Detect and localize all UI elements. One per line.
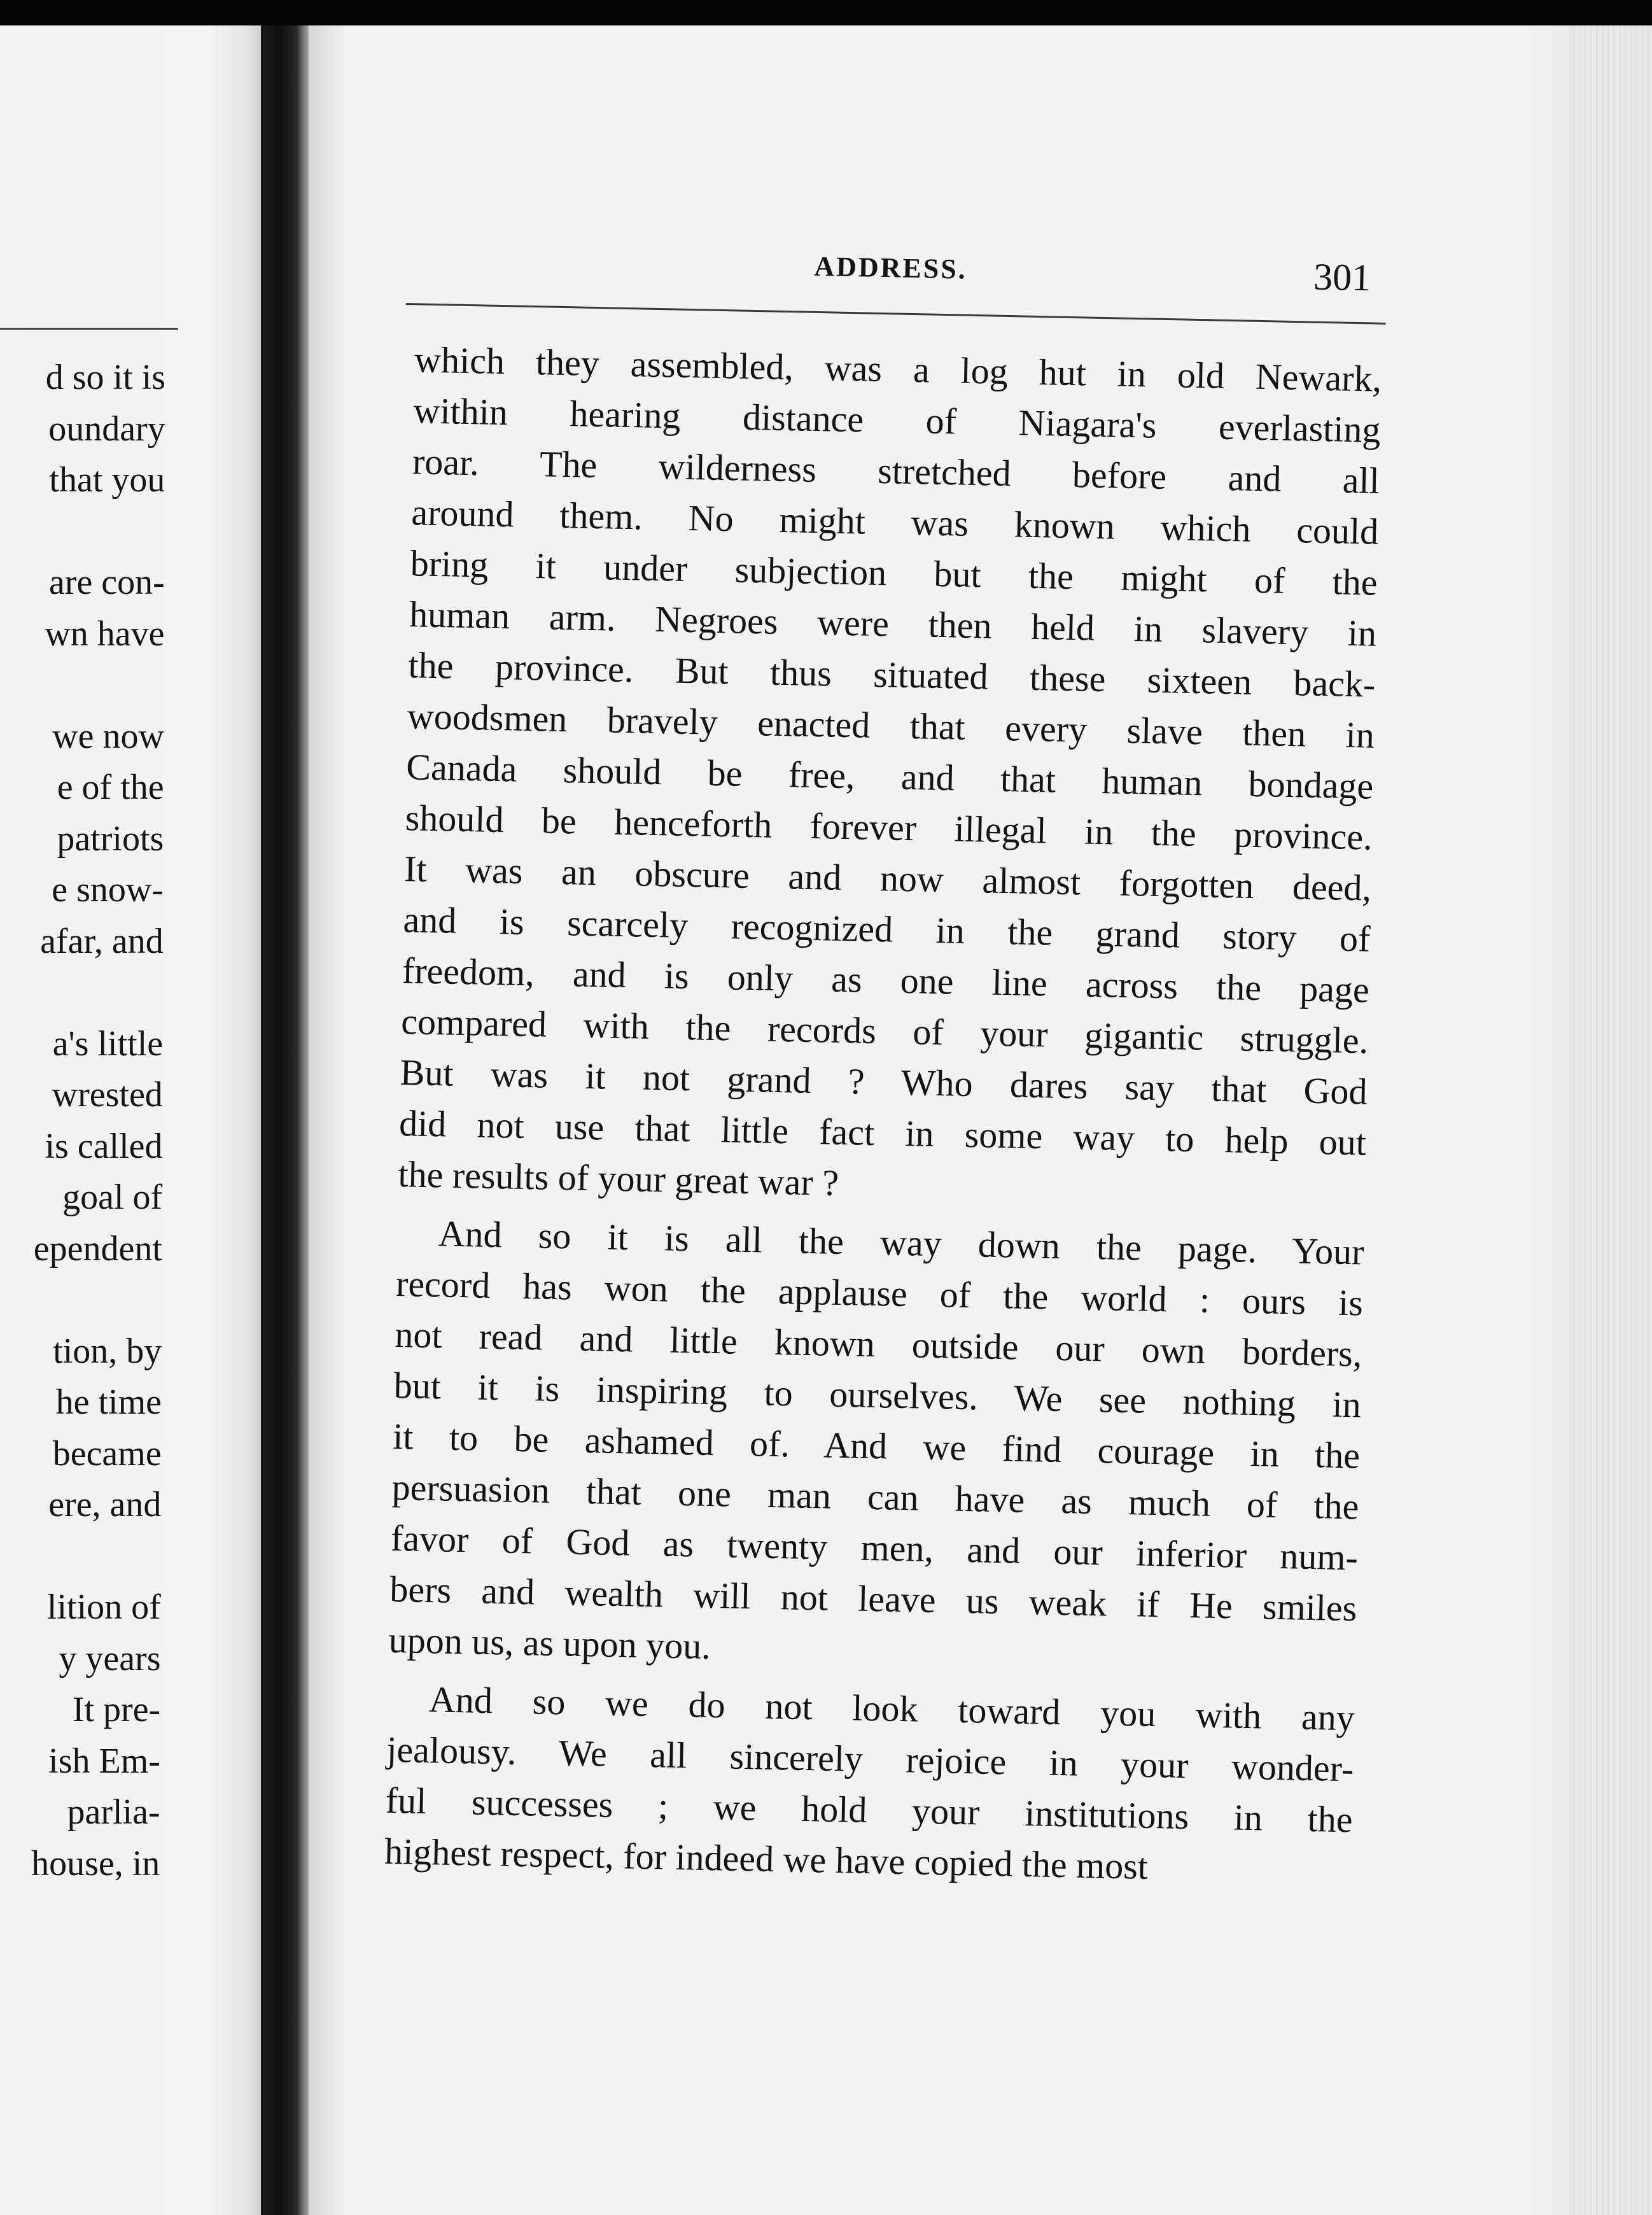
left-page-line: wrested — [52, 1075, 163, 1115]
text-line: persuasion that one man can have as much of the — [391, 1466, 1360, 1528]
left-page-line: patriots — [57, 819, 164, 859]
left-page-line: oundary — [48, 409, 165, 449]
left-page-line: e snow- — [52, 870, 164, 910]
paragraph — [384, 1673, 1355, 1896]
text-line: compared with the records of your gigantic struggle. — [400, 1001, 1369, 1062]
left-page-line: parlia- — [67, 1792, 160, 1832]
left-page-line: ere, and — [48, 1485, 162, 1524]
left-page-line: afar, and — [40, 921, 164, 961]
left-page-line: lition of — [46, 1587, 161, 1627]
left-page-line: goal of — [62, 1178, 163, 1217]
text-line: roar. The wilderness stretched before and all — [412, 440, 1380, 502]
text-line: around them. No might was known which could — [410, 491, 1379, 552]
text-line: But was it not grand ? Who dares say that God — [400, 1051, 1368, 1113]
left-page-line: is called — [45, 1126, 163, 1166]
left-page-text — [0, 25, 261, 2215]
left-page-line: that you — [49, 460, 165, 500]
page-edges — [1569, 25, 1652, 2215]
text-line: bring it under subjection but the might of the — [410, 542, 1378, 603]
left-page-line: became — [52, 1433, 162, 1473]
left-page — [0, 25, 261, 2215]
text-line: And so we do not look toward you with any — [428, 1678, 1355, 1739]
left-page-line: tion, by — [53, 1331, 162, 1371]
left-page-line: we now — [52, 716, 164, 756]
text-line: but it is inspiring to ourselves. We see nothing in — [393, 1364, 1362, 1426]
text-line: bers and wealth will not leave us weak if He smiles — [389, 1568, 1357, 1629]
text-line: ful successes ; we hold your institutions in the — [385, 1779, 1354, 1841]
text-line: the results of your great war ? — [397, 1153, 839, 1204]
text-line: it to be ashamed of. And we find courage in the — [392, 1415, 1361, 1477]
paragraph — [388, 1207, 1364, 1685]
text-line: which they assembled, was a log hut in old Newark, — [414, 339, 1382, 400]
text-line: upon us, as upon you. — [388, 1619, 711, 1668]
text-line: freedom, and is only as one line across the page — [402, 950, 1370, 1011]
left-page-line: It pre- — [72, 1690, 161, 1729]
body-text — [384, 334, 1382, 1896]
left-page-line: y years — [59, 1638, 161, 1678]
left-page-line: ish Em- — [48, 1741, 160, 1781]
text-line: record has won the applause of the world : ours is — [395, 1262, 1364, 1324]
left-page-line: are con- — [48, 563, 165, 602]
text-line: And so it is all the way down the page. Your — [438, 1213, 1365, 1273]
text-line: It was an obscure and now almost forgotten deed, — [403, 848, 1372, 909]
left-page-line: d so it is — [45, 358, 165, 397]
text-line: within hearing distance of Niagara's everlasting — [413, 390, 1382, 451]
left-page-line: house, in — [31, 1843, 160, 1883]
running-title: ADDRESS. — [813, 250, 968, 285]
text-line: highest respect, for indeed we have copied the most — [384, 1830, 1149, 1887]
text-line: jealousy. We all sincerely rejoice in your wonder- — [386, 1728, 1354, 1790]
left-page-line: e of the — [57, 768, 164, 807]
text-line: did not use that little fact in some way to help out — [398, 1102, 1367, 1164]
text-line: favor of God as twenty men, and our inferior num- — [390, 1517, 1359, 1579]
text-line: Canada should be free, and that human bondage — [405, 746, 1374, 807]
page-number: 301 — [1313, 255, 1371, 299]
text-line: should be henceforth forever illegal in the province. — [405, 797, 1373, 858]
left-page-line: a's little — [52, 1023, 164, 1064]
book-gutter — [261, 25, 312, 2215]
text-line: human arm. Negroes were then held in slavery in — [409, 593, 1377, 654]
text-line: and is scarcely recognized in the grand story of — [402, 899, 1371, 960]
left-page-line: he time — [55, 1382, 162, 1422]
text-line: not read and little known outside our own borders, — [394, 1313, 1362, 1375]
text-line: woodsmen bravely enacted that every slave then in — [407, 695, 1375, 756]
left-page-line: ependent — [33, 1228, 162, 1269]
left-page-line: wn have — [45, 614, 165, 654]
paragraph — [398, 334, 1382, 1219]
text-line: the province. But thus situated these sixteen back- — [408, 644, 1376, 705]
